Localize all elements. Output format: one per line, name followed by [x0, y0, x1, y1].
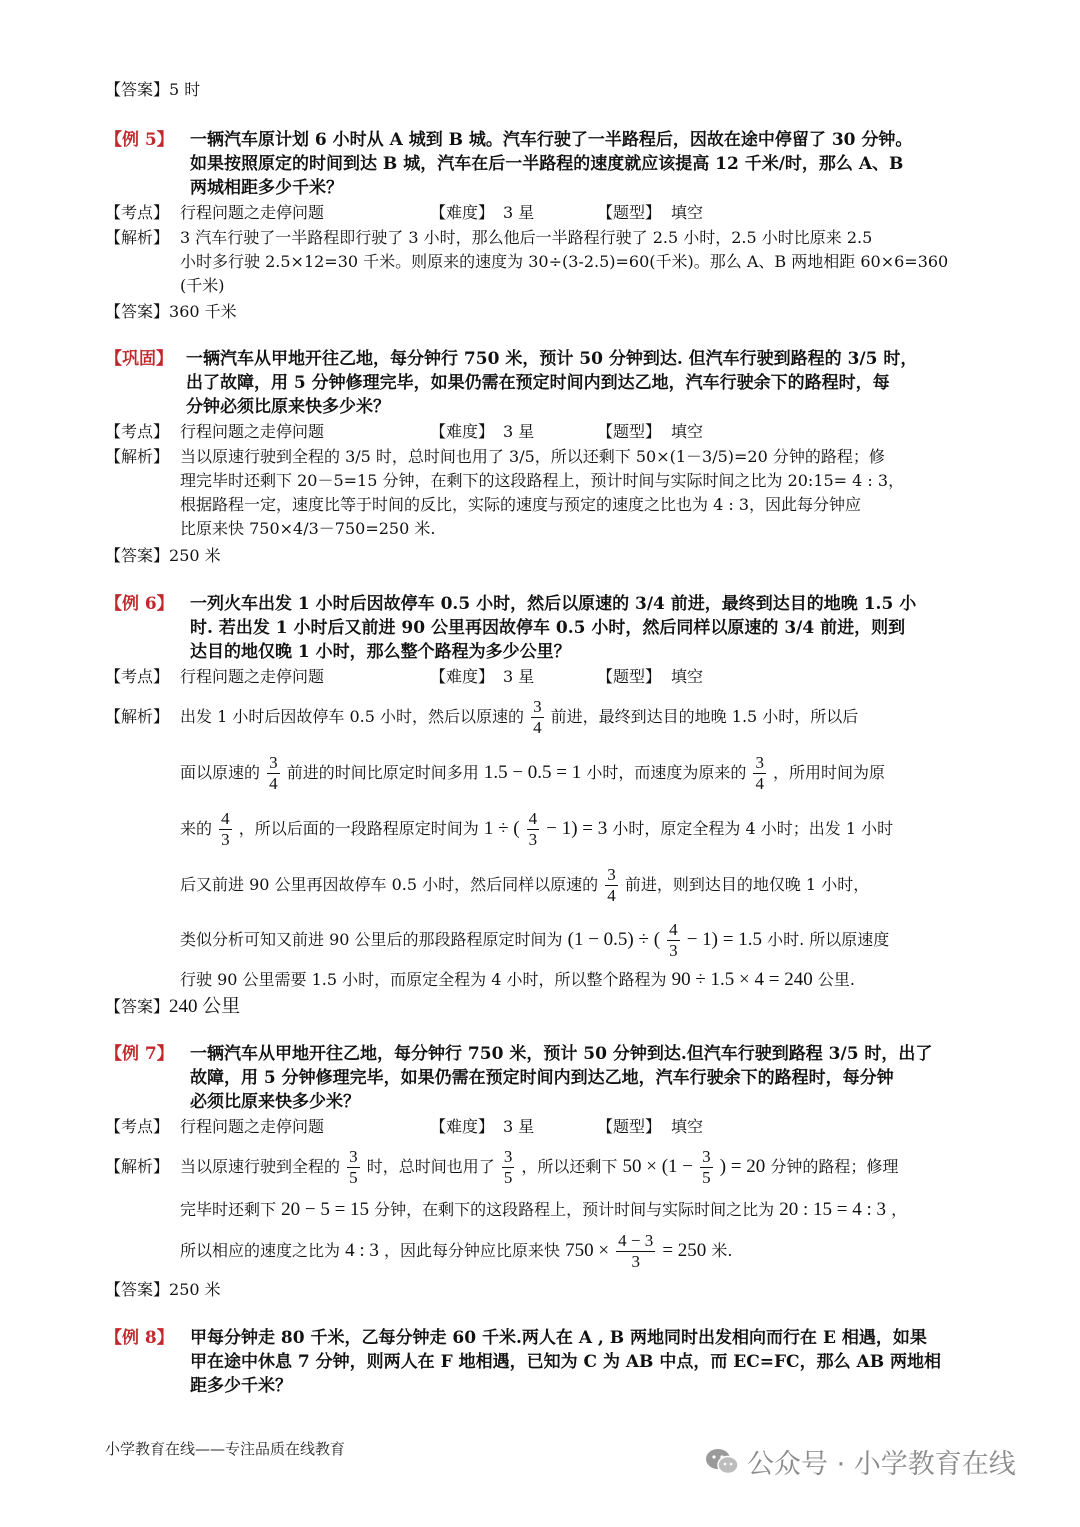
answer-label: 【答案】: [105, 546, 170, 565]
denominator: 3: [631, 1252, 640, 1271]
consolidation-solution-line-2: 理完毕时还剩下 20－5=15 分钟，在剩下的这段路程上，预计时间与实际时间之比为 20:15= 4 : 3，: [180, 471, 905, 490]
example-5-question-line-3: 两城相距多少千米？: [190, 178, 343, 198]
text: 小时，原定全程为 4 小时；出发 1 小时: [612, 819, 894, 838]
text: ，所以后面的一段路程原定时间为: [238, 819, 479, 838]
example-5-label: 【例 5】: [105, 130, 174, 150]
numerator: 3: [755, 753, 764, 772]
topic-label: 【考点】: [105, 667, 170, 686]
example-8-question-line-3: 距多少千米？: [190, 1376, 292, 1396]
consolidation-question-line-2: 出了故障，用 5 分钟修理完毕，如果仍需在预定时间内到达乙地，汽车行驶余下的路程时，每: [186, 373, 890, 393]
text: 前进的时间比原定时间多用: [286, 763, 479, 782]
numerator: 4: [528, 809, 538, 828]
example-7-question-line-2: 故障，用 5 分钟修理完毕，如果仍需在预定时间内到达乙地，汽车行驶余下的路程时，每分钟: [190, 1068, 894, 1088]
topic-value: 行程问题之走停问题: [180, 422, 325, 441]
example-6-solution-line-3: [180, 804, 980, 854]
numerator: 4: [669, 920, 678, 939]
example-6-analysis-label: 【解析】: [105, 707, 170, 726]
fraction-4-3: [667, 920, 680, 961]
difficulty-value: 3 星: [503, 422, 535, 441]
fraction-3-4: [267, 753, 280, 794]
text: 公里.: [817, 970, 855, 989]
formula: (1 − 0.5) ÷ (: [567, 929, 661, 950]
fraction-3-4: [531, 697, 544, 738]
text: 后又前进 90 公里再因故停车 0.5 小时，然后同样以原速的: [180, 875, 599, 894]
text: ，所以还剩下: [521, 1157, 618, 1176]
watermark: [705, 1442, 1016, 1481]
consolidation-question-line-1: 一辆汽车从甲地开往乙地，每分钟行 750 米，预计 50 分钟到达. 但汽车行驶到路程的 3/5 时，: [186, 349, 918, 369]
numerator: 3: [607, 865, 616, 884]
answer-text: 250 米: [169, 1280, 221, 1299]
text: 面以原速的: [180, 763, 261, 782]
fraction-3-4: [753, 753, 766, 794]
formula: ) = 20: [719, 1156, 766, 1177]
fraction-3-4: [605, 865, 618, 906]
denominator: 3: [528, 830, 538, 849]
example-7-solution-line-2: [180, 1198, 980, 1222]
consolidation-analysis-label: 【解析】: [105, 447, 170, 466]
difficulty-label: 【难度】: [430, 1117, 495, 1136]
example-5-question-line-1: 一辆汽车原计划 6 小时从 A 城到 B 城。汽车行驶了一半路程后，因故在途中停留了 30 分钟。: [190, 130, 913, 150]
watermark-text: 公众号 · 小学教育在线: [747, 1449, 1016, 1480]
example-6-solution-line-6: [180, 968, 980, 992]
wechat-icon: [705, 1447, 739, 1477]
example-6-question-line-1: 一列火车出发 1 小时后因故停车 0.5 小时，然后以原速的 3/4 前进，最终到达目的地晚 1.5 小: [190, 594, 917, 614]
example-6-question-line-2: 时. 若出发 1 小时后又前进 90 公里再因故停车 0.5 小时，然后同样以原速的 3/4 前进，则到: [190, 618, 906, 638]
formula: 4 : 3: [345, 1240, 379, 1261]
numerator: 3: [269, 753, 278, 772]
text: 所以相应的速度之比为: [180, 1241, 341, 1260]
formula: 1 ÷ (: [483, 818, 520, 839]
difficulty-label: 【难度】: [430, 203, 495, 222]
example-6-question-line-3: 达目的地仅晚 1 小时，那么整个路程为多少公里？: [190, 642, 571, 662]
example-8-question-line-1: 甲每分钟走 80 千米，乙每分钟走 60 千米.两人在 A , B 两地同时出发相向而行在 E 相遇，如果: [190, 1328, 927, 1348]
text: ，因此每分钟应比原来快: [383, 1241, 560, 1260]
example-6-answer: [105, 995, 985, 1019]
example-7-question-line-3: 必须比原来快多少米？: [190, 1092, 360, 1112]
consolidation-label: 【巩固】: [105, 349, 173, 369]
type-label: 【题型】: [597, 667, 662, 686]
footer-slogan: 小学教育在线——专注品质在线教育: [105, 1440, 346, 1458]
text: 出发 1 小时后因故停车 0.5 小时，然后以原速的: [180, 707, 524, 726]
formula: 20 − 5 = 15: [281, 1199, 370, 1220]
example-7-solution-line-1: [180, 1142, 980, 1192]
formula: = 250: [662, 1240, 707, 1261]
formula: − 1) = 1.5: [686, 929, 762, 950]
consolidation-answer: [105, 544, 985, 568]
text: 小时. 所以原速度: [767, 930, 890, 949]
text: 米.: [711, 1241, 733, 1260]
answer-text: 250 米: [169, 546, 221, 565]
denominator: 4: [269, 774, 278, 793]
example-6-solution-line-2: [180, 748, 980, 798]
consolidation-solution-line-1: 当以原速行驶到全程的 3/5 时，总时间也用了 3/5，所以还剩下 50×(1－3/5)=20 分钟的路程；修: [180, 447, 885, 466]
denominator: 3: [221, 830, 230, 849]
answer-text: 240 公里: [169, 996, 241, 1017]
numerator: 3: [533, 697, 542, 716]
text: 类似分析可知又前进 90 公里后的那段路程原定时间为: [180, 930, 563, 949]
formula: 750 ×: [565, 1240, 610, 1261]
text: 分钟，在剩下的这段路程上，预计时间与实际时间之比为: [374, 1200, 775, 1219]
answer-text: 5 时: [169, 80, 201, 99]
example-8-question-line-2: 甲在途中休息 7 分钟，则两人在 F 地相遇，已知为 C 为 AB 中点，而 EC=FC，那么 AB 两地相: [190, 1352, 941, 1372]
text: 行驶 90 公里需要 1.5 小时，而原定全程为 4 小时，所以整个路程为: [180, 970, 667, 989]
text: 小时，而速度为原来的: [586, 763, 747, 782]
type-label: 【题型】: [597, 1117, 662, 1136]
text: 来的: [180, 819, 213, 838]
fraction-4-3: [219, 809, 232, 850]
answer-prev: [105, 78, 985, 102]
numerator: 4 − 3: [618, 1231, 654, 1250]
topic-value: 行程问题之走停问题: [180, 1117, 325, 1136]
text: ，所用时间为原: [773, 763, 886, 782]
denominator: 5: [702, 1168, 711, 1187]
example-5-question-line-2: 如果按照原定的时间到达 B 城，汽车在后一半路程的速度就应该提高 12 千米/时，那么 A、B: [190, 154, 904, 174]
example-5-solution-line-1: 3 汽车行驶了一半路程即行驶了 3 小时，那么他后一半路程行驶了 2.5 小时，2.5 小时比原来 2.5: [180, 228, 873, 247]
answer-label: 【答案】: [105, 80, 170, 99]
denominator: 5: [349, 1168, 358, 1187]
type-label: 【题型】: [597, 422, 662, 441]
answer-label: 【答案】: [105, 302, 170, 321]
example-5-answer: [105, 300, 985, 324]
topic-value: 行程问题之走停问题: [180, 203, 325, 222]
text: 前进，则到达目的地仅晚 1 小时，: [624, 875, 870, 894]
denominator: 4: [607, 886, 616, 905]
example-8-label: 【例 8】: [105, 1328, 174, 1348]
formula: 20 : 15 = 4 : 3: [779, 1199, 887, 1220]
denominator: 4: [755, 774, 764, 793]
denominator: 4: [533, 718, 542, 737]
fraction-3-5: [700, 1147, 713, 1188]
denominator: 5: [503, 1168, 513, 1187]
topic-label: 【考点】: [105, 422, 170, 441]
consolidation-question-line-3: 分钟必须比原来快多少米？: [186, 397, 390, 417]
example-5-solution-line-2: 小时多行驶 2.5×12=30 千米。则原来的速度为 30÷(3-2.5)=60(千米)。那么 A、B 两地相距 60×6=360: [180, 252, 949, 271]
difficulty-label: 【难度】: [430, 667, 495, 686]
fraction-4minus3-over-3: [616, 1231, 655, 1272]
example-6-solution-line-1: [180, 692, 980, 742]
topic-value: 行程问题之走停问题: [180, 667, 325, 686]
fraction-3-5: [347, 1147, 360, 1188]
text: 前进，最终到达目的地晚 1.5 小时，所以后: [550, 707, 859, 726]
fraction-3-5: [502, 1147, 515, 1188]
type-value: 填空: [671, 422, 704, 441]
example-7-answer: [105, 1278, 985, 1302]
topic-label: 【考点】: [105, 1117, 170, 1136]
text: 时，总时间也用了: [366, 1157, 495, 1176]
fraction-4-3: [527, 809, 540, 850]
topic-label: 【考点】: [105, 203, 170, 222]
numerator: 4: [221, 809, 230, 828]
difficulty-value: 3 星: [503, 203, 535, 222]
example-6-solution-line-4: [180, 860, 980, 910]
text: ，: [891, 1200, 908, 1219]
text: 分钟的路程；修理: [770, 1157, 899, 1176]
example-6-label: 【例 6】: [105, 594, 174, 614]
type-value: 填空: [671, 203, 704, 222]
formula: 50 × (1 −: [622, 1156, 694, 1177]
type-value: 填空: [671, 1117, 704, 1136]
answer-text: 360 千米: [169, 302, 237, 321]
numerator: 3: [702, 1147, 711, 1166]
answer-label: 【答案】: [105, 1280, 170, 1299]
consolidation-solution-line-4: 比原来快 750×4/3－750=250 米.: [180, 519, 436, 538]
type-value: 填空: [671, 667, 704, 686]
example-5-solution-line-3: (千米): [180, 276, 225, 295]
difficulty-label: 【难度】: [430, 422, 495, 441]
formula: 90 ÷ 1.5 × 4 = 240: [671, 969, 813, 990]
text: 当以原速行驶到全程的: [180, 1157, 341, 1176]
example-7-label: 【例 7】: [105, 1044, 174, 1064]
formula: − 1) = 3: [546, 818, 608, 839]
difficulty-value: 3 星: [503, 1117, 535, 1136]
example-7-solution-line-3: [180, 1226, 980, 1276]
example-5-analysis-label: 【解析】: [105, 228, 170, 247]
type-label: 【题型】: [597, 203, 662, 222]
example-6-solution-line-5: [180, 915, 980, 965]
denominator: 3: [669, 941, 678, 960]
numerator: 3: [503, 1147, 513, 1166]
formula: 1.5 − 0.5 = 1: [483, 762, 582, 783]
consolidation-solution-line-3: 根据路程一定，速度比等于时间的反比，实际的速度与预定的速度之比也为 4 : 3，因此每分钟应: [180, 495, 862, 514]
text: 完毕时还剩下: [180, 1200, 277, 1219]
answer-label: 【答案】: [105, 997, 170, 1016]
difficulty-value: 3 星: [503, 667, 535, 686]
example-7-analysis-label: 【解析】: [105, 1157, 170, 1176]
example-7-question-line-1: 一辆汽车从甲地开往乙地，每分钟行 750 米，预计 50 分钟到达.但汽车行驶到路程 3/5 时，出了: [190, 1044, 933, 1064]
numerator: 3: [349, 1147, 358, 1166]
